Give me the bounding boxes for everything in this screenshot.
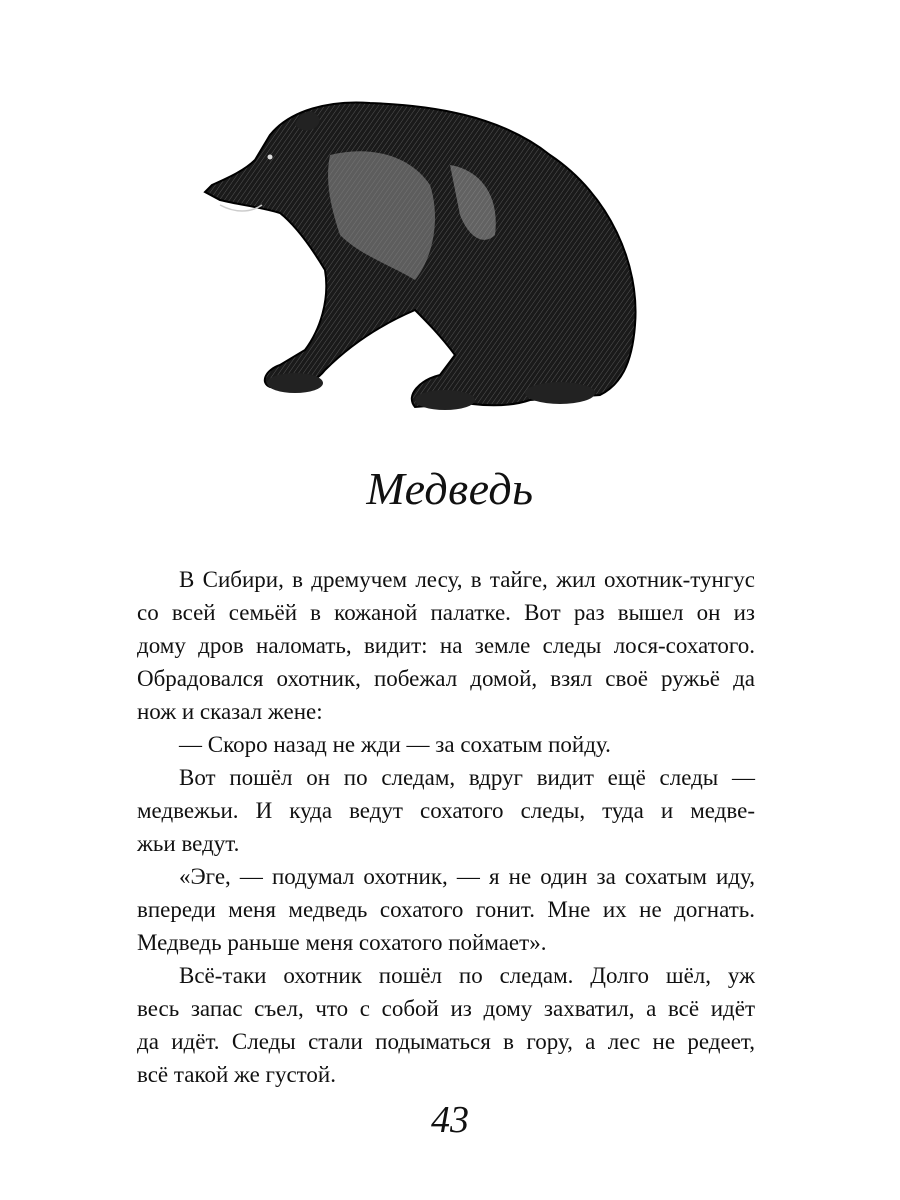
text-line: впереди меня медведь сохатого гонит. Мне их не догнать. [137,897,755,922]
text-line: — Скоро назад не жди — за сохатым пойду. [179,732,611,757]
text-line: весь запас съел, что с собой из дому захватил, а всё идёт [137,996,755,1021]
text-line: Всё-таки охотник пошёл по следам. Долго шёл, уж [179,963,755,988]
text-line: дому дров наломать, видит: на земле следы лося-сохатого. [137,633,755,658]
text-line: жьи ведут. [137,831,240,856]
bear-illustration-icon [200,95,645,425]
text-line: медвежьи. И куда ведут сохатого следы, туда и медве- [137,798,755,823]
text-line: Медведь раньше меня сохатого поймает». [137,930,547,955]
text-line: Вот пошёл он по следам, вдруг видит ещё следы — [179,765,755,790]
story-text [137,563,755,1091]
text-line: В Сибири, в дремучем лесу, в тайге, жил охотник-тунгус [179,567,755,592]
text-line: Обрадовался охотник, побежал домой, взял своё ружьё да [137,666,755,691]
chapter-title: Медведь [366,463,534,514]
text-line: нож и сказал жене: [137,699,323,724]
text-line: со всей семьёй в кожаной палатке. Вот раз вышел он из [137,600,755,625]
text-line: да идёт. Следы стали подыматься в гору, а лес не редеет, [137,1029,755,1054]
text-line: всё такой же густой. [137,1062,336,1087]
text-line: «Эге, — подумал охотник, — я не один за сохатым иду, [179,864,755,889]
page-number: 43 [431,1099,469,1141]
